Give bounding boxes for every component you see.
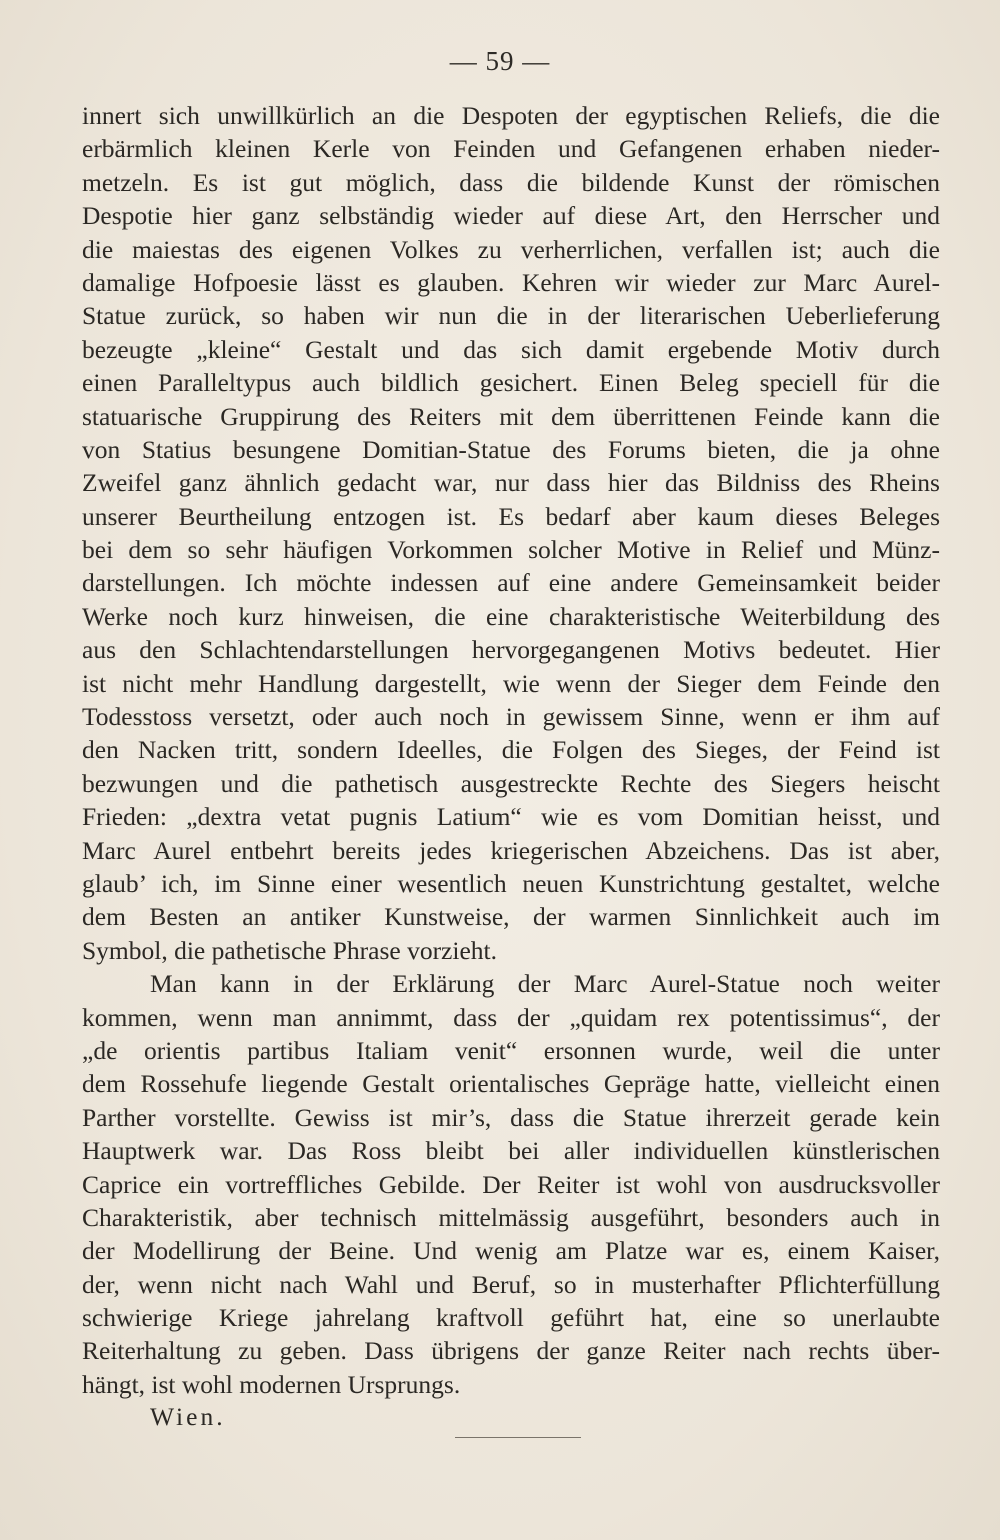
text-line: ist nicht mehr Handlung dargestellt, wie wenn der Sieger dem Feinde den xyxy=(82,668,940,698)
text-line: glaub’ ich, im Sinne einer wesentlich neuen Kunstrichtung gestaltet, welche xyxy=(82,868,940,898)
text-line: bezwungen und die pathetisch ausgestreckte Rechte des Siegers heischt xyxy=(82,768,940,798)
body-text xyxy=(82,99,940,1401)
text-line: Reiterhaltung zu geben. Dass übrigens der ganze Reiter nach rechts über- xyxy=(82,1336,940,1366)
text-line: von Statius besungene Domitian-Statue des Forums bieten, die ja ohne xyxy=(82,434,940,464)
text-line: Werke noch kurz hinweisen, die eine charakteristische Weiterbildung des xyxy=(82,601,940,631)
text-line: statuarische Gruppirung des Reiters mit dem überrittenen Feinde kann die xyxy=(82,401,940,431)
page-number: — 59 — xyxy=(449,46,551,76)
text-line: aus den Schlachtendarstellungen hervorgegangenen Motivs bedeutet. Hier xyxy=(82,635,940,665)
text-line: Parther vorstellte. Gewiss ist mir’s, dass die Statue ihrerzeit gerade kein xyxy=(82,1102,940,1132)
text-line: bezeugte „kleine“ Gestalt und das sich damit ergebende Motiv durch xyxy=(82,334,940,364)
text-line: dem Rossehufe liegende Gestalt orientalisches Gepräge hatte, vielleicht einen xyxy=(82,1069,940,1099)
paragraph-end-line: hängt, ist wohl modernen Ursprungs. xyxy=(82,1369,461,1399)
paragraph-start-line: Man kann in der Erklärung der Marc Aurel-Statue noch weiter xyxy=(150,969,940,999)
text-line: bei dem so sehr häufigen Vorkommen solcher Motive in Relief und Münz- xyxy=(82,535,940,565)
text-line: kommen, wenn man annimmt, dass der „quidam rex potentissimus“, der xyxy=(82,1002,940,1032)
signoff-place: Wien. xyxy=(150,1402,226,1431)
text-line: der, wenn nicht nach Wahl und Beruf, so in musterhafter Pflichterfüllung xyxy=(82,1269,940,1299)
text-line: damalige Hofpoesie lässt es glauben. Kehren wir wieder zur Marc Aurel- xyxy=(82,267,940,297)
text-line: Caprice ein vortreffliches Gebilde. Der Reiter ist wohl von ausdrucksvoller xyxy=(82,1169,940,1199)
text-line: darstellungen. Ich möchte indessen auf eine andere Gemeinsamkeit beider xyxy=(82,568,940,598)
text-line: dem Besten an antiker Kunstweise, der warmen Sinnlichkeit auch im xyxy=(82,902,940,932)
text-line: metzeln. Es ist gut möglich, dass die bildende Kunst der römischen xyxy=(82,167,940,197)
text-line: der Modellirung der Beine. Und wenig am Platze war es, einem Kaiser, xyxy=(82,1236,940,1266)
text-line: Todesstoss versetzt, oder auch noch in gewissem Sinne, wenn er ihm auf xyxy=(82,702,940,732)
text-line: schwierige Kriege jahrelang kraftvoll geführt hat, eine so unerlaubte xyxy=(82,1303,940,1333)
text-line: den Nacken tritt, sondern Ideelles, die Folgen des Sieges, der Feind ist xyxy=(82,735,940,765)
text-line: Statue zurück, so haben wir nun die in der literarischen Ueberlieferung xyxy=(82,301,940,331)
text-line: Hauptwerk war. Das Ross bleibt bei aller individuellen künstlerischen xyxy=(82,1136,940,1166)
text-line: Charakteristik, aber technisch mittelmässig ausgeführt, besonders auch in xyxy=(82,1202,940,1232)
end-rule xyxy=(455,1437,581,1438)
text-line: die maiestas des eigenen Volkes zu verherrlichen, verfallen ist; auch die xyxy=(82,234,940,264)
text-line: innert sich unwillkürlich an die Despoten der egyptischen Reliefs, die die xyxy=(82,101,940,130)
text-line: Zweifel ganz ähnlich gedacht war, nur dass hier das Bildniss des Rheins xyxy=(82,468,940,498)
text-line: unserer Beurtheilung entzogen ist. Es bedarf aber kaum dieses Beleges xyxy=(82,501,940,531)
text-line: Despotie hier ganz selbständig wieder auf diese Art, den Herrscher und xyxy=(82,201,940,231)
text-line: Marc Aurel entbehrt bereits jedes kriegerischen Abzeichens. Das ist aber, xyxy=(82,835,940,865)
text-line: „de orientis partibus Italiam venit“ ersonnen wurde, weil die unter xyxy=(82,1035,940,1065)
text-line: Frieden: „dextra vetat pugnis Latium“ wie es vom Domitian heisst, und xyxy=(82,802,940,832)
text-line: einen Paralleltypus auch bildlich gesichert. Einen Beleg speciell für die xyxy=(82,368,940,398)
paragraph-end-line: Symbol, die pathetische Phrase vorzieht. xyxy=(82,935,497,965)
text-line: erbärmlich kleinen Kerle von Feinden und Gefangenen erhaben nieder- xyxy=(82,134,940,164)
